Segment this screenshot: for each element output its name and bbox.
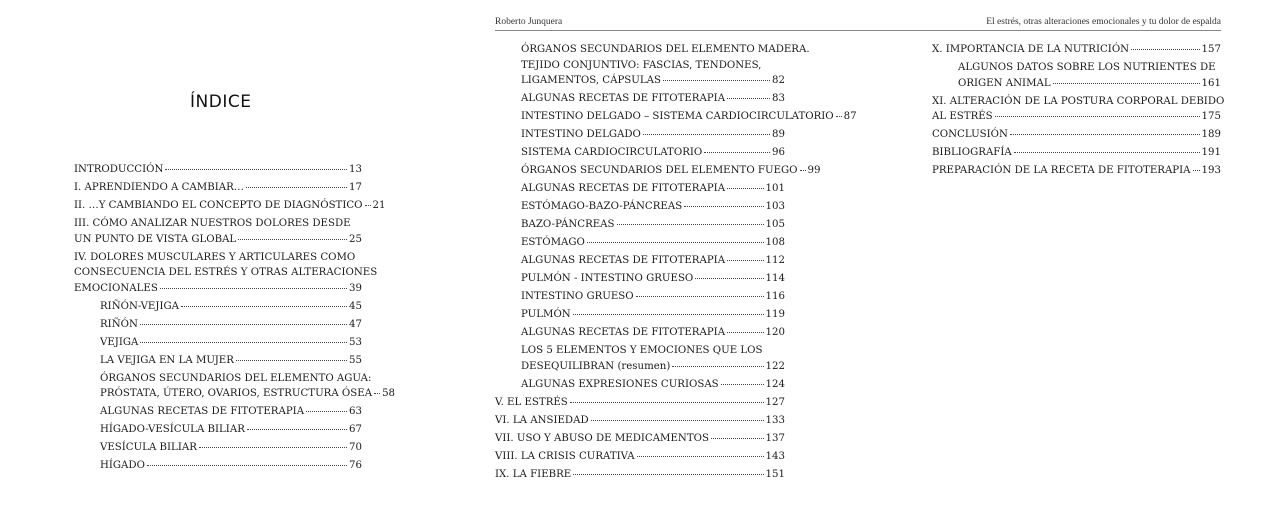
toc-entry[interactable]	[495, 413, 785, 429]
toc-entry-title: VI. LA ANSIEDAD	[495, 414, 589, 426]
toc-entry-title: II. …Y CAMBIANDO EL CONCEPTO DE DIAGNÓSTICO	[74, 200, 363, 211]
dot-leader	[1131, 49, 1199, 50]
dot-leader	[570, 402, 764, 403]
toc-entry[interactable]	[495, 127, 785, 143]
page-number: 96	[772, 147, 785, 158]
page-number: 83	[772, 93, 785, 104]
toc-entry-title: RIÑÓN-VEJIGA	[100, 300, 179, 312]
toc-entry-row	[521, 289, 785, 305]
toc-entry[interactable]	[495, 343, 785, 374]
toc-entry-row	[932, 127, 1221, 143]
toc-entry-row	[521, 307, 785, 323]
page-number: 161	[1201, 77, 1221, 89]
toc-entry-title: VEJIGA	[100, 336, 139, 348]
page-number: 122	[765, 360, 785, 372]
page-number: 175	[1201, 111, 1221, 122]
dot-leader	[711, 438, 764, 439]
page-number: 105	[765, 219, 785, 230]
toc-entry-title: ORIGEN ANIMAL	[958, 77, 1051, 89]
toc-entry-title: BIBLIOGRAFÍA	[932, 147, 1012, 158]
toc-entry-title: INTESTINO GRUESO	[521, 291, 634, 302]
page-number: 137	[765, 432, 785, 444]
dot-leader	[617, 224, 764, 225]
toc-entry-title: LIGAMENTOS, CÁPSULAS	[521, 75, 661, 86]
toc-entry[interactable]	[495, 181, 785, 197]
dot-leader	[181, 306, 347, 307]
page-number: 119	[765, 309, 785, 320]
toc-entry-title: INTESTINO DELGADO – SISTEMA CARDIOCIRCULATORIO	[521, 111, 834, 122]
toc-entry-title-line: TEJIDO CONJUNTIVO: FASCIAS, TENDONES,	[521, 59, 762, 71]
dot-leader	[247, 429, 347, 430]
toc-entry[interactable]	[495, 449, 785, 465]
toc-entry[interactable]	[495, 199, 785, 215]
toc-entry-title: UN PUNTO DE VISTA GLOBAL	[74, 233, 237, 245]
dot-leader	[684, 206, 763, 207]
running-header-text: Roberto Junquera	[495, 17, 563, 27]
toc-entry-title: PULMÓN	[521, 309, 571, 320]
toc-entry-title: HÍGADO	[100, 460, 145, 471]
dot-leader	[147, 465, 347, 466]
toc-entry-title: ALGUNAS RECETAS DE FITOTERAPIA	[521, 255, 726, 266]
toc-entry[interactable]	[74, 371, 396, 402]
toc-entry-title: X. IMPORTANCIA DE LA NUTRICIÓN	[932, 44, 1130, 55]
toc-entry-row	[521, 359, 785, 375]
dot-leader	[365, 205, 371, 206]
toc-entry-title: PRÓSTATA, ÚTERO, OVARIOS, ESTRUCTURA ÓSEA	[100, 388, 373, 399]
page-number: 45	[349, 300, 362, 312]
toc-entry[interactable]	[495, 467, 785, 483]
toc-entry-row	[521, 253, 785, 269]
left-page	[0, 0, 430, 526]
page-number: 63	[349, 406, 362, 417]
toc-entry-row	[495, 431, 785, 447]
toc-entry-row	[100, 458, 362, 474]
toc-entry-title: AL ESTRÉS	[932, 111, 993, 122]
toc-entry-row	[495, 413, 785, 429]
page-number: 189	[1201, 129, 1221, 140]
running-header-title	[932, 17, 1221, 31]
page-number: 124	[765, 378, 785, 390]
toc-entry-row	[100, 317, 362, 333]
dot-leader	[727, 98, 770, 99]
dot-leader	[160, 288, 347, 289]
toc-list	[932, 42, 1225, 181]
toc-entry-title-line: IV. DOLORES MUSCULARES Y ARTICULARES COMO	[74, 251, 356, 263]
toc-entry[interactable]	[495, 289, 785, 305]
dot-leader	[306, 411, 347, 412]
page-number: 58	[382, 388, 396, 399]
toc-entry-row	[100, 335, 362, 351]
toc-entry-row	[495, 395, 785, 411]
toc-entry-row	[100, 440, 362, 456]
dot-leader	[591, 420, 764, 421]
dot-leader	[727, 188, 763, 189]
toc-entry[interactable]	[74, 180, 362, 196]
toc-entry[interactable]	[495, 91, 785, 107]
dot-leader	[643, 134, 770, 135]
toc-list	[74, 162, 396, 476]
page-number: 53	[349, 336, 362, 348]
toc-entry[interactable]	[74, 198, 386, 214]
page-number: 25	[349, 233, 362, 245]
page-number: 67	[349, 424, 362, 435]
right-page	[860, 0, 1287, 526]
page-number: 89	[772, 129, 785, 140]
toc-entry[interactable]	[932, 60, 1221, 91]
page-number: 21	[372, 200, 386, 211]
toc-entry-title: LA VEJIGA EN LA MUJER	[100, 354, 234, 366]
page-number: 151	[765, 468, 785, 480]
toc-entry-row	[74, 281, 362, 297]
page-title: ÍNDICE	[190, 92, 252, 112]
page-number: 82	[772, 75, 785, 86]
toc-entry-title: ALGUNAS EXPRESIONES CURIOSAS	[521, 378, 719, 390]
toc-entry[interactable]	[495, 395, 785, 411]
toc-entry-title: CONCLUSIÓN	[932, 129, 1008, 140]
dot-leader	[573, 314, 764, 315]
toc-list	[495, 42, 857, 485]
toc-entry-row	[521, 145, 785, 161]
toc-entry-title: ÓRGANOS SECUNDARIOS DEL ELEMENTO FUEGO	[521, 165, 798, 176]
toc-entry-row	[521, 109, 857, 125]
toc-entry[interactable]	[74, 440, 362, 456]
toc-entry-row	[932, 145, 1221, 161]
page-number: 157	[1201, 44, 1221, 55]
toc-entry-row	[74, 198, 386, 214]
dot-leader	[721, 384, 764, 385]
toc-entry[interactable]	[495, 325, 785, 341]
toc-entry[interactable]	[495, 253, 785, 269]
page-number: 99	[807, 165, 821, 176]
toc-entry-title: EMOCIONALES	[74, 282, 158, 294]
dot-leader	[246, 187, 347, 188]
toc-entry[interactable]	[495, 163, 821, 179]
toc-entry-title: IX. LA FIEBRE	[495, 468, 572, 480]
page-number: 87	[843, 111, 857, 122]
toc-entry-row	[100, 404, 362, 420]
toc-entry-row	[100, 353, 362, 369]
dot-leader	[637, 456, 764, 457]
toc-entry[interactable]	[495, 42, 810, 89]
toc-entry-row	[521, 199, 785, 215]
toc-entry-row	[521, 91, 785, 107]
toc-entry-title: ALGUNAS RECETAS DE FITOTERAPIA	[521, 183, 726, 194]
page-number: 39	[349, 282, 362, 294]
toc-entry-row	[521, 73, 785, 89]
dot-leader	[800, 170, 806, 171]
toc-entry-title: BAZO-PÁNCREAS	[521, 219, 615, 230]
toc-entry-title-line: ALGUNOS DATOS SOBRE LOS NUTRIENTES DE	[958, 62, 1216, 73]
toc-entry[interactable]	[74, 422, 362, 438]
page-number: 191	[1201, 147, 1221, 158]
dot-leader	[587, 242, 764, 243]
toc-entry[interactable]	[74, 335, 362, 351]
page-number: 108	[765, 237, 785, 248]
toc-entry-row	[521, 181, 785, 197]
toc-entry-row	[932, 109, 1221, 125]
toc-entry-title: VII. USO Y ABUSO DE MEDICAMENTOS	[495, 432, 709, 444]
toc-entry-title: SISTEMA CARDIOCIRCULATORIO	[521, 147, 703, 158]
dot-leader	[836, 116, 842, 117]
toc-entry-row	[100, 386, 396, 402]
toc-entry[interactable]	[932, 94, 1225, 125]
toc-entry[interactable]	[74, 404, 362, 420]
dot-leader	[995, 116, 1200, 117]
toc-entry[interactable]	[74, 216, 362, 247]
page-number: 101	[765, 183, 785, 194]
toc-entry-row	[495, 449, 785, 465]
toc-entry-title: RIÑÓN	[100, 318, 138, 330]
toc-entry[interactable]	[932, 42, 1221, 58]
toc-entry-row	[74, 162, 362, 178]
toc-entry-row	[958, 76, 1221, 92]
toc-entry-title: ALGUNAS RECETAS DE FITOTERAPIA	[521, 93, 726, 104]
page-number: 193	[1201, 165, 1221, 176]
toc-entry-title: ALGUNAS RECETAS DE FITOTERAPIA	[100, 406, 305, 417]
toc-entry-row	[521, 377, 785, 393]
toc-entry-row	[521, 271, 785, 287]
toc-entry[interactable]	[74, 162, 362, 178]
toc-entry[interactable]	[495, 271, 785, 287]
dot-leader	[695, 278, 763, 279]
toc-entry-title-line: ÓRGANOS SECUNDARIOS DEL ELEMENTO AGUA:	[100, 372, 372, 384]
dot-leader	[727, 260, 763, 261]
dot-leader	[636, 296, 764, 297]
page-number: 47	[349, 318, 362, 330]
toc-entry-title-line: III. CÓMO ANALIZAR NUESTROS DOLORES DESDE	[74, 218, 351, 229]
page-number: 143	[765, 450, 785, 462]
page-number: 133	[765, 414, 785, 426]
toc-entry-row	[495, 467, 785, 483]
toc-entry-row	[521, 235, 785, 251]
toc-entry[interactable]	[932, 127, 1221, 143]
toc-entry[interactable]	[74, 317, 362, 333]
toc-entry-title: ALGUNAS RECETAS DE FITOTERAPIA	[521, 327, 726, 338]
toc-entry-row	[100, 422, 362, 438]
dot-leader	[165, 169, 347, 170]
dot-leader	[140, 342, 347, 343]
page-number: 103	[765, 201, 785, 212]
dot-leader	[1193, 170, 1200, 171]
dot-leader	[672, 366, 763, 367]
page-number: 70	[349, 442, 362, 453]
page-number: 120	[765, 327, 785, 338]
page-number: 114	[765, 273, 785, 284]
toc-entry-row	[74, 180, 362, 196]
page-number: 112	[765, 255, 785, 266]
toc-entry[interactable]	[74, 353, 362, 369]
toc-entry-title: INTESTINO DELGADO	[521, 129, 641, 140]
page-number: 116	[765, 291, 785, 302]
toc-entry[interactable]	[495, 235, 785, 251]
page-number: 76	[349, 460, 362, 471]
dot-leader	[1053, 83, 1200, 84]
toc-entry[interactable]	[495, 431, 785, 447]
page-number: 17	[349, 182, 362, 193]
toc-entry-title: V. EL ESTRÉS	[495, 396, 568, 408]
toc-entry-row	[521, 325, 785, 341]
toc-entry-title: PULMÓN - INTESTINO GRUESO	[521, 273, 694, 284]
toc-entry[interactable]	[932, 163, 1221, 179]
dot-leader	[1014, 152, 1200, 153]
toc-entry-title: ESTÓMAGO	[521, 237, 585, 248]
toc-entry[interactable]	[74, 458, 362, 474]
toc-entry-row	[521, 127, 785, 143]
toc-entry[interactable]	[495, 217, 785, 233]
toc-entry-title: DESEQUILIBRAN (resumen)	[521, 360, 671, 372]
toc-entry-title: INTRODUCCIÓN	[74, 164, 164, 175]
toc-entry-title: ESTÓMAGO-BAZO-PÁNCREAS	[521, 201, 683, 212]
dot-leader	[199, 447, 347, 448]
toc-entry-row	[74, 232, 362, 248]
toc-entry-title-line: CONSECUENCIA DEL ESTRÉS Y OTRAS ALTERACIONES	[74, 267, 378, 278]
toc-entry-title: VIII. LA CRISIS CURATIVA	[495, 450, 635, 462]
toc-entry-row	[521, 163, 821, 179]
toc-entry-row	[100, 299, 362, 315]
toc-entry-title: HÍGADO-VESÍCULA BILIAR	[100, 424, 245, 435]
dot-leader	[238, 239, 347, 240]
toc-entry[interactable]	[495, 377, 785, 393]
toc-entry[interactable]	[74, 299, 362, 315]
page-number: 13	[349, 164, 362, 175]
toc-entry[interactable]	[932, 145, 1221, 161]
running-header-text: El estrés, otras alteraciones emocionales y tu dolor de espalda	[986, 17, 1221, 27]
dot-leader	[704, 152, 770, 153]
page-number: 55	[349, 354, 362, 366]
toc-entry-title-line: XI. ALTERACIÓN DE LA POSTURA CORPORAL DEBIDO	[932, 95, 1225, 107]
dot-leader	[140, 324, 347, 325]
toc-entry-title-line: ÓRGANOS SECUNDARIOS DEL ELEMENTO MADERA.	[521, 44, 810, 55]
toc-entry-title-line: LOS 5 ELEMENTOS Y EMOCIONES QUE LOS	[521, 345, 763, 356]
toc-entry[interactable]	[495, 109, 857, 125]
dot-leader	[663, 80, 770, 81]
toc-entry[interactable]	[495, 307, 785, 323]
middle-page	[430, 0, 860, 526]
toc-entry[interactable]	[495, 145, 785, 161]
toc-entry[interactable]	[74, 250, 378, 297]
dot-leader	[374, 393, 380, 394]
dot-leader	[236, 360, 347, 361]
page-number: 127	[765, 396, 785, 408]
toc-entry-row	[932, 163, 1221, 179]
toc-entry-title: VESÍCULA BILIAR	[100, 442, 197, 453]
toc-entry-title: I. APRENDIENDO A CAMBIAR…	[74, 182, 244, 193]
dot-leader	[727, 332, 763, 333]
dot-leader	[1010, 134, 1200, 135]
toc-entry-row	[932, 42, 1221, 58]
toc-entry-row	[521, 217, 785, 233]
dot-leader	[573, 474, 763, 475]
toc-entry-title: PREPARACIÓN DE LA RECETA DE FITOTERAPIA	[932, 165, 1191, 176]
